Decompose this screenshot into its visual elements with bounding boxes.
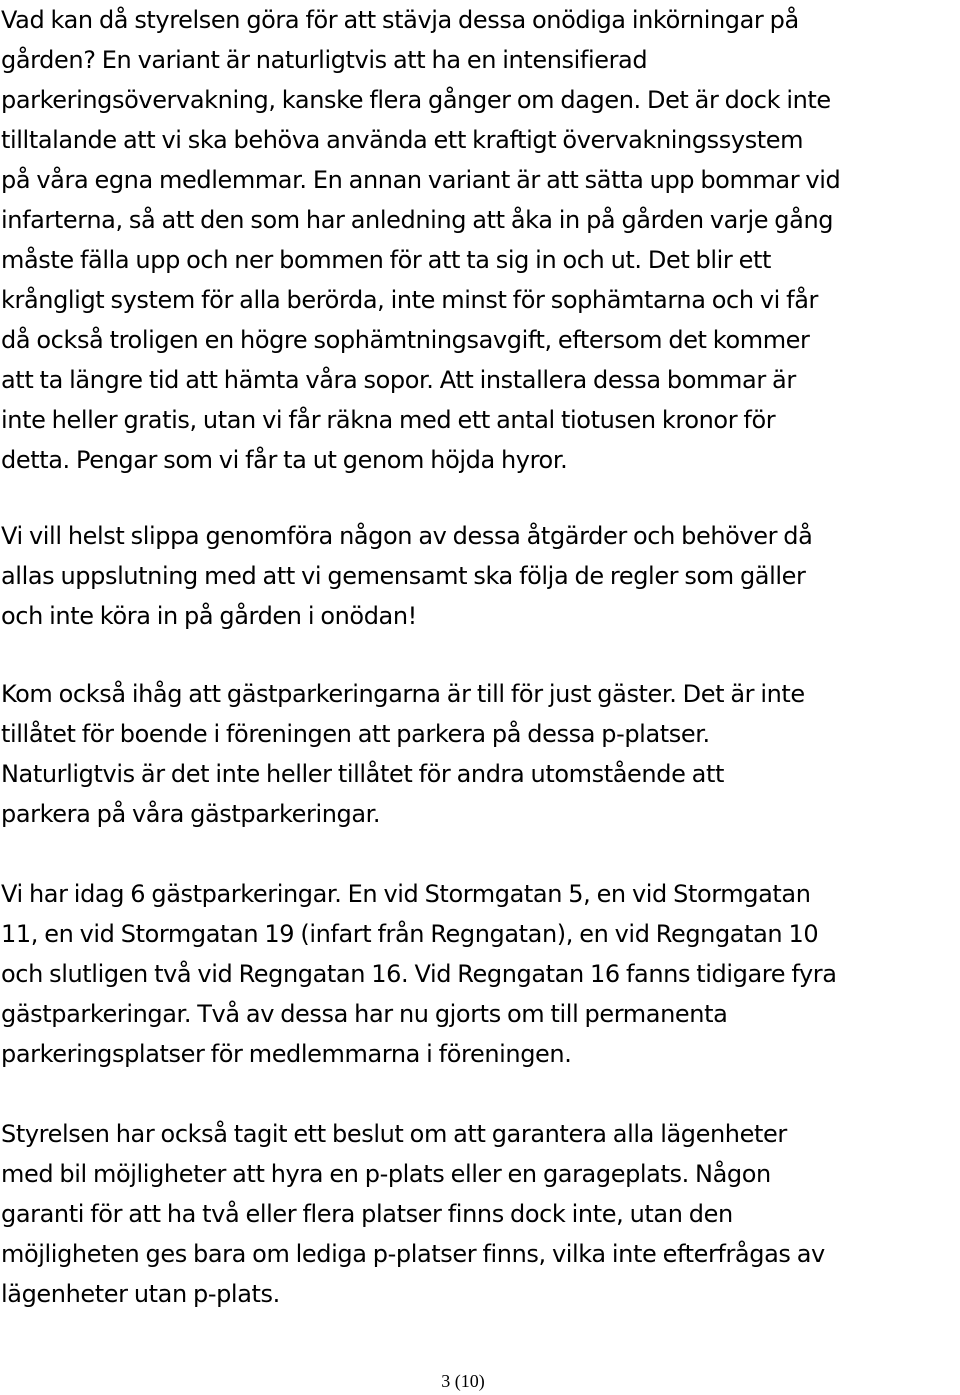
text-line: Vi har idag 6 gästparkeringar. En vid Stormgatan 5, en vid Stormgatan (1, 880, 811, 908)
text-line: Vi vill helst slippa genomföra någon av dessa åtgärder och behöver då (1, 522, 813, 550)
text-line: garanti för att ha två eller flera platser finns dock inte, utan den (1, 1200, 733, 1228)
text-line: infarterna, så att den som har anledning att åka in på gården varje gång (1, 206, 834, 234)
text-line: parkeringsövervakning, kanske flera gånger om dagen. Det är dock inte (1, 86, 831, 114)
text-line: och inte köra in på gården i onödan! (1, 602, 417, 630)
paragraph-guest-parking-rules (1, 674, 959, 834)
text-line: Naturligtvis är det inte heller tillåtet för andra utomstående att (1, 760, 724, 788)
text-line: Styrelsen har också tagit ett beslut om att garantera alla lägenheter (1, 1120, 787, 1148)
text-line: parkera på våra gästparkeringar. (1, 800, 381, 828)
text-line: måste fälla upp och ner bommen för att ta sig in och ut. Det blir ett (1, 246, 772, 274)
paragraph-board-decision (1, 1114, 959, 1314)
paragraph-guest-parking-locations (1, 874, 959, 1074)
page-number: 3 (10) (441, 1371, 485, 1391)
paragraph-parking-measures (1, 0, 959, 480)
text-line: då också troligen en högre sophämtningsavgift, eftersom det kommer (1, 326, 810, 354)
text-line: parkeringsplatser för medlemmarna i föreningen. (1, 1040, 572, 1068)
text-line: krångligt system för alla berörda, inte minst för sophämtarna och vi får (1, 286, 818, 314)
text-line: Vad kan då styrelsen göra för att stävja dessa onödiga inkörningar på (1, 6, 799, 34)
text-line: detta. Pengar som vi får ta ut genom höjda hyror. (1, 446, 568, 474)
text-line: på våra egna medlemmar. En annan variant är att sätta upp bommar vid (1, 166, 841, 194)
paragraph-avoid-measures (1, 516, 959, 636)
text-line: 11, en vid Stormgatan 19 (infart från Regngatan), en vid Regngatan 10 (1, 920, 819, 948)
text-line: att ta längre tid att hämta våra sopor. Att installera dessa bommar är (1, 366, 796, 394)
text-line: och slutligen två vid Regngatan 16. Vid Regngatan 16 fanns tidigare fyra (1, 960, 837, 988)
text-line: tillåtet för boende i föreningen att parkera på dessa p-platser. (1, 720, 710, 748)
text-line: lägenheter utan p-plats. (1, 1280, 280, 1308)
text-line: möjligheten ges bara om lediga p-platser finns, vilka inte efterfrågas av (1, 1240, 825, 1268)
text-line: Kom också ihåg att gästparkeringarna är till för just gäster. Det är inte (1, 680, 805, 708)
text-line: gården? En variant är naturligtvis att ha en intensifierad (1, 46, 648, 74)
text-line: allas uppslutning med att vi gemensamt ska följa de regler som gäller (1, 562, 806, 590)
text-line: med bil möjligheter att hyra en p-plats eller en garageplats. Någon (1, 1160, 771, 1188)
text-line: tilltalande att vi ska behöva använda ett kraftigt övervakningssystem (1, 126, 804, 154)
text-line: gästparkeringar. Två av dessa har nu gjorts om till permanenta (1, 1000, 728, 1028)
text-line: inte heller gratis, utan vi får räkna med ett antal tiotusen kronor för (1, 406, 776, 434)
